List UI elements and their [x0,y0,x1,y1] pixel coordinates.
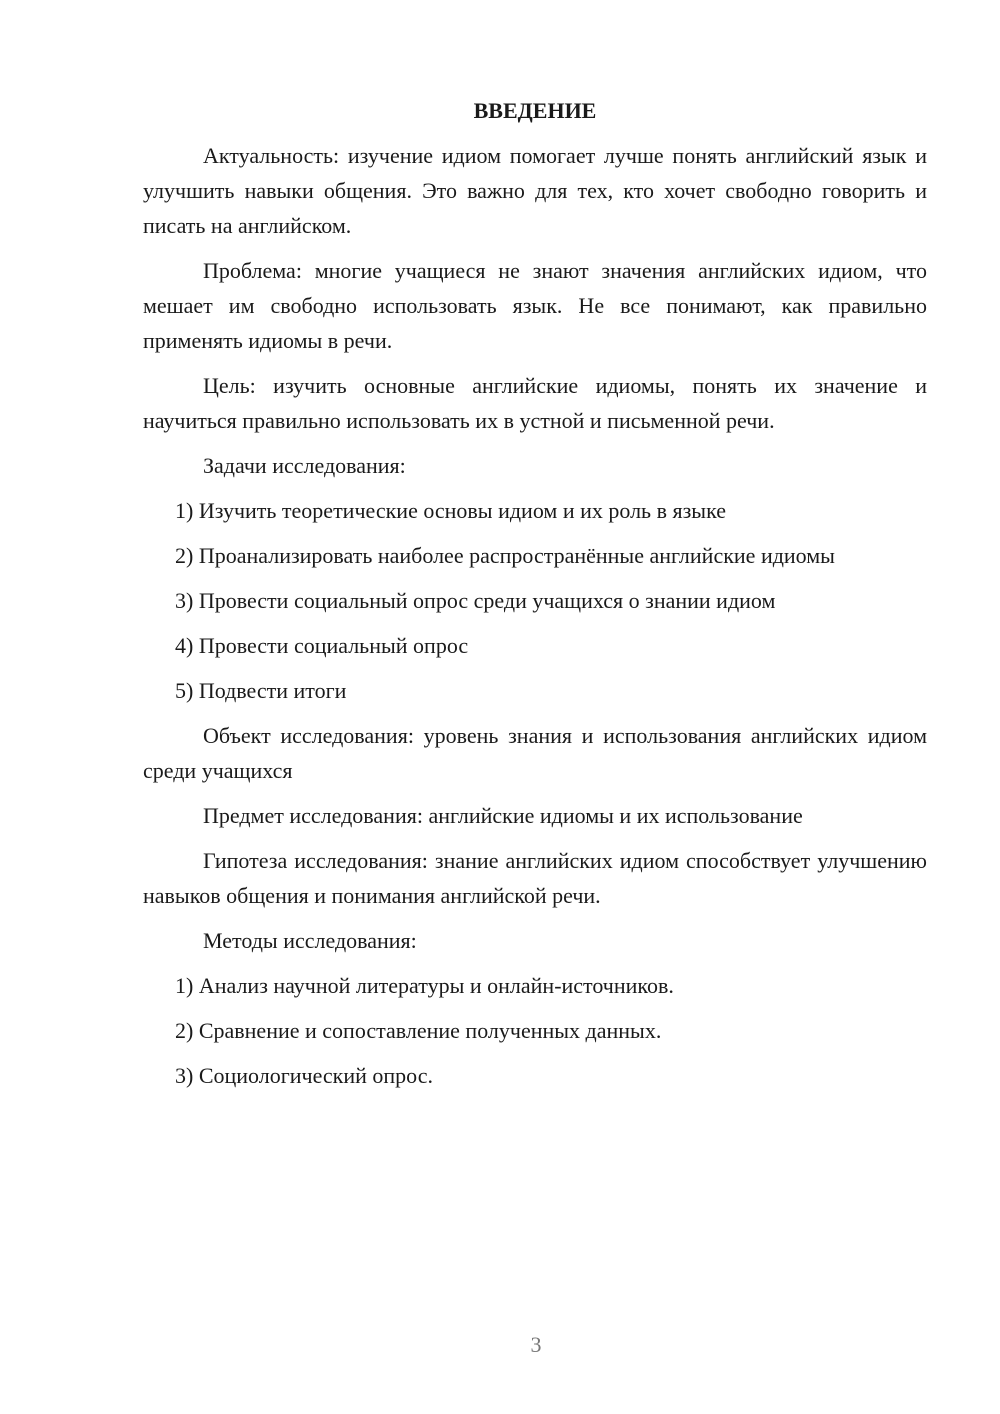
task-item-5: 5) Подвести итоги [175,678,347,703]
task-item-4: 4) Провести социальный опрос [175,633,469,658]
task-item-3: 3) Провести социальный опрос среди учащихся о знании идиом [175,588,776,613]
methods-title: Методы исследования: [203,928,417,953]
tasks-title: Задачи исследования: [203,453,406,478]
section-heading: ВВЕДЕНИЕ [473,98,597,123]
relevance-paragraph: Актуальность: изучение идиом помогает лучше понять английский язык и улучшить навыки общения. Это важно для тех, кто хочет свободно говорить и писать на английском. [143,143,927,238]
task-item-1: 1) Изучить теоретические основы идиом и их роль в языке [175,498,726,523]
page-number: 3 [530,1332,542,1357]
task-item-2: 2) Проанализировать наиболее распространённые английские идиомы [175,543,835,568]
problem-paragraph: Проблема: многие учащиеся не знают значения английских идиом, что мешает им свободно использовать язык. Не все понимают, как правильно применять идиомы в речи. [143,258,927,353]
object-paragraph: Объект исследования: уровень знания и использования английских идиом среди учащихся [143,723,927,783]
hypothesis-paragraph: Гипотеза исследования: знание английских идиом способствует улучшению навыков общения и понимания английской речи. [143,848,927,908]
page-content [143,93,927,1103]
goal-paragraph: Цель: изучить основные английские идиомы, понять их значение и научиться правильно использовать их в устной и письменной речи. [143,373,927,433]
method-item-2: 2) Сравнение и сопоставление полученных данных. [175,1018,662,1043]
subject-paragraph: Предмет исследования: английские идиомы и их использование [203,803,803,828]
method-item-1: 1) Анализ научной литературы и онлайн-источников. [175,973,674,998]
method-item-3: 3) Социологический опрос. [175,1063,433,1088]
